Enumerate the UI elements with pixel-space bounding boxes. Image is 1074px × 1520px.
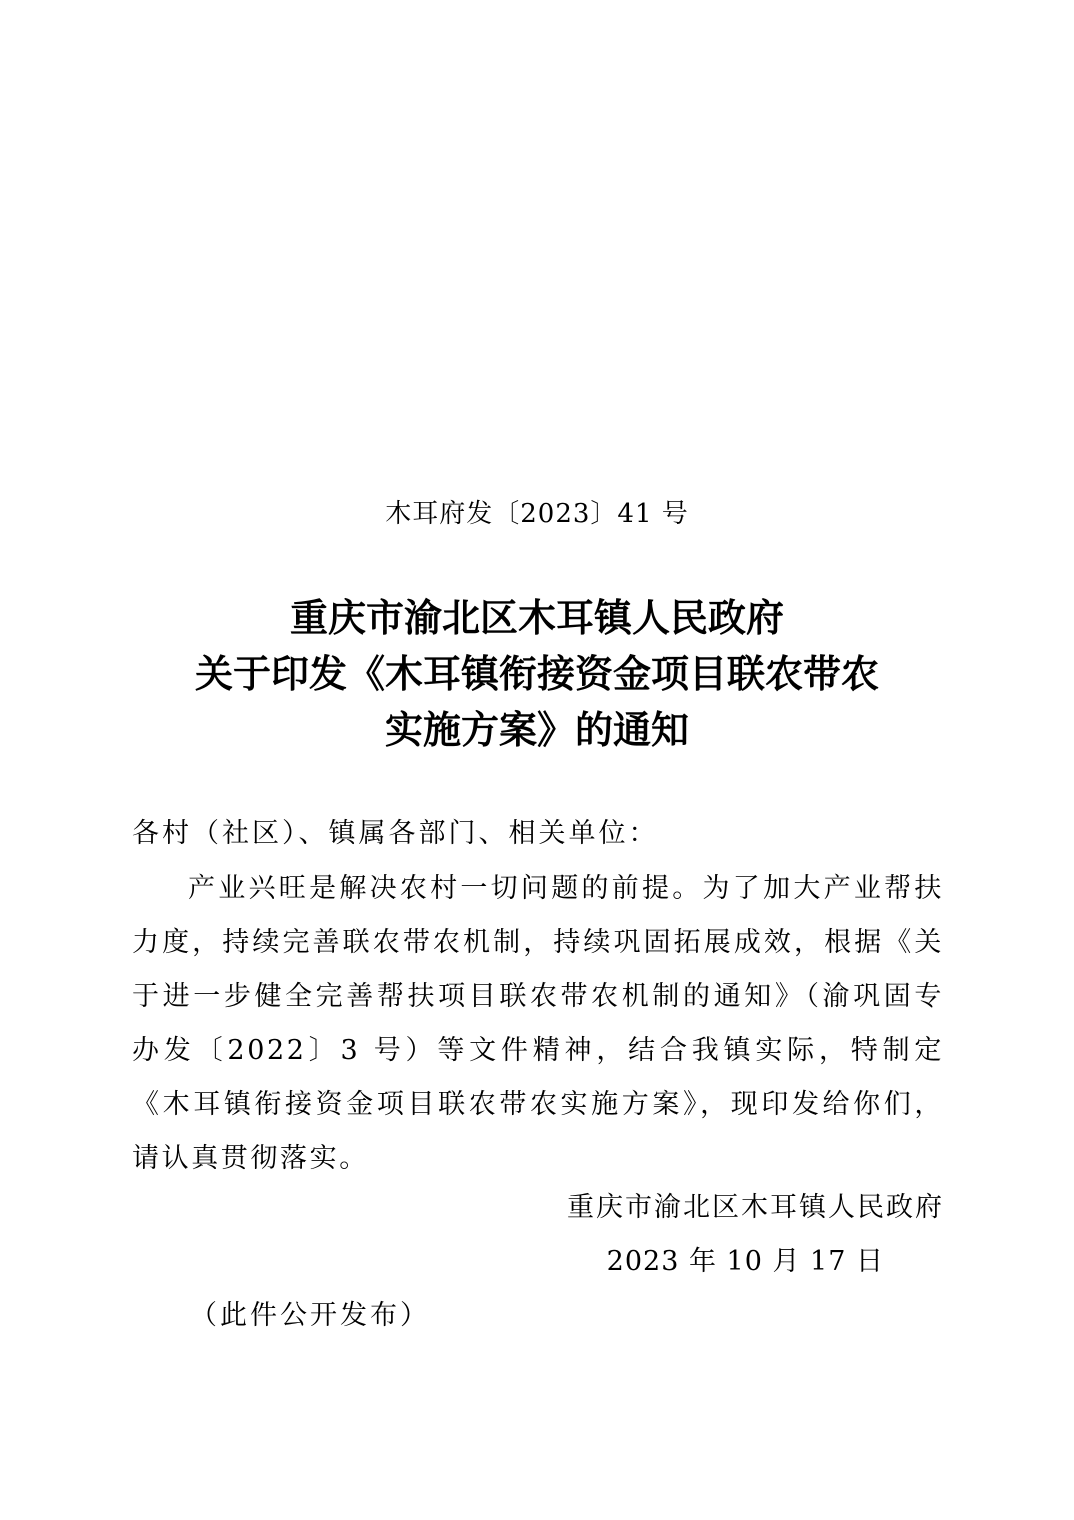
publication-note: （此件公开发布） (190, 1300, 430, 1331)
title-line-2: 关于印发《木耳镇衔接资金项目联农带农 (194, 651, 879, 696)
title-line-1: 重庆市渝北区木耳镇人民政府 (289, 595, 784, 640)
document-number: 木耳府发〔2023〕41 号 (385, 499, 689, 529)
body-paragraph: 产业兴旺是解决农村一切问题的前提。为了加大产业帮扶力度，持续完善联农带农机制，持续巩固拓展成效，根据《关于进一步健全完善帮扶项目联农带农机制的通知》（渝巩固专办发〔2022〕3 号）等文件精神，结合我镇实际，特制定《木耳镇衔接资金项目联农带农实施方案》，现印发给你们，请认真贯彻落实。 (132, 873, 944, 1174)
salutation: 各村（社区）、镇属各部门、相关单位： (132, 818, 659, 849)
issuer-signature: 重庆市渝北区木耳镇人民政府 (567, 1192, 944, 1223)
title-line-3: 实施方案》的通知 (384, 707, 689, 752)
issue-date: 2023 年 10 月 17 日 (606, 1246, 884, 1277)
document-title (0, 590, 1074, 758)
